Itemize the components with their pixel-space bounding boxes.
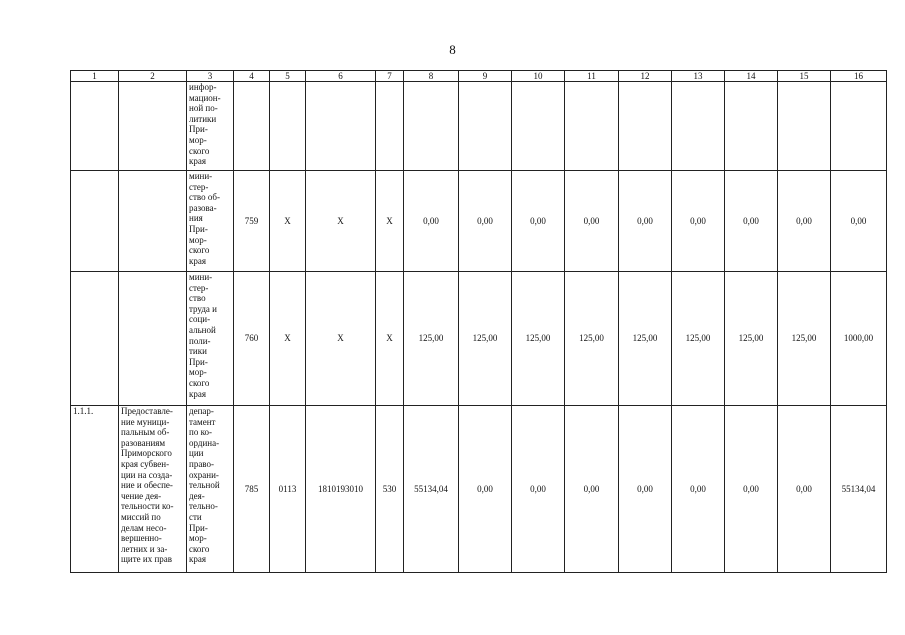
column-header: 4 bbox=[234, 71, 270, 82]
row-description bbox=[119, 82, 187, 171]
column-header: 12 bbox=[619, 71, 672, 82]
table-cell: 0,00 bbox=[404, 171, 459, 272]
row-executor: инфор- мацион- ной по- литики При- мор- ского края bbox=[187, 82, 234, 171]
table-cell: 0,00 bbox=[459, 406, 512, 573]
table-cell: 125,00 bbox=[459, 272, 512, 406]
table-cell: 125,00 bbox=[672, 272, 725, 406]
table-row bbox=[71, 272, 887, 406]
table-cell: 1000,00 bbox=[831, 272, 887, 406]
table-cell: 0,00 bbox=[672, 406, 725, 573]
table-cell bbox=[376, 82, 404, 171]
table-cell: 125,00 bbox=[725, 272, 778, 406]
table-row bbox=[71, 82, 887, 171]
table-cell bbox=[234, 82, 270, 171]
table-cell: 0,00 bbox=[459, 171, 512, 272]
table-cell bbox=[725, 82, 778, 171]
column-header: 10 bbox=[512, 71, 565, 82]
row-number: 1.1.1. bbox=[71, 406, 119, 573]
column-header: 15 bbox=[778, 71, 831, 82]
column-header: 14 bbox=[725, 71, 778, 82]
table-cell: 0,00 bbox=[512, 406, 565, 573]
table-cell bbox=[672, 82, 725, 171]
table-cell: 0,00 bbox=[778, 171, 831, 272]
table-cell: 1810193010 bbox=[306, 406, 376, 573]
row-executor: мини- стер- ство об- разова- ния При- мор- ского края bbox=[187, 171, 234, 272]
table-cell: 0,00 bbox=[831, 171, 887, 272]
table-cell: 125,00 bbox=[619, 272, 672, 406]
table-cell: Х bbox=[270, 171, 306, 272]
row-number bbox=[71, 171, 119, 272]
column-header: 5 bbox=[270, 71, 306, 82]
budget-table bbox=[70, 70, 887, 573]
row-executor: депар- тамент по ко- ордина- ции право- охрани- тельной дея- тельно- сти При- мор- ского края bbox=[187, 406, 234, 573]
table-cell: 125,00 bbox=[512, 272, 565, 406]
table-cell: 125,00 bbox=[404, 272, 459, 406]
table-cell bbox=[565, 82, 619, 171]
row-executor: мини- стер- ство труда и соци- альной поли- тики При- мор- ского края bbox=[187, 272, 234, 406]
table-cell: 0,00 bbox=[512, 171, 565, 272]
table-cell: 55134,04 bbox=[831, 406, 887, 573]
row-number bbox=[71, 82, 119, 171]
table-cell bbox=[404, 82, 459, 171]
table-cell: 0113 bbox=[270, 406, 306, 573]
column-header: 3 bbox=[187, 71, 234, 82]
page-number: 8 bbox=[449, 42, 456, 57]
table-cell: 785 bbox=[234, 406, 270, 573]
table-cell bbox=[778, 82, 831, 171]
table-cell: 125,00 bbox=[778, 272, 831, 406]
table-cell: 0,00 bbox=[725, 171, 778, 272]
column-header: 16 bbox=[831, 71, 887, 82]
row-description bbox=[119, 171, 187, 272]
column-header: 8 bbox=[404, 71, 459, 82]
column-header: 2 bbox=[119, 71, 187, 82]
row-description: Предоставле- ние муници- пальным об- разованиям Приморского края субвен- ции на созда- ние и обеспе- чение дея- тельности ко- миссий по делам несо- вершенно- летних и за- щите их прав bbox=[119, 406, 187, 573]
table-cell: 0,00 bbox=[565, 406, 619, 573]
row-description bbox=[119, 272, 187, 406]
header-row bbox=[71, 71, 887, 82]
table-cell: Х bbox=[306, 272, 376, 406]
column-header: 1 bbox=[71, 71, 119, 82]
table-cell: 0,00 bbox=[619, 171, 672, 272]
table-cell bbox=[512, 82, 565, 171]
table-row bbox=[71, 406, 887, 573]
table-cell: 760 bbox=[234, 272, 270, 406]
row-number bbox=[71, 272, 119, 406]
table-cell: Х bbox=[376, 171, 404, 272]
column-header: 13 bbox=[672, 71, 725, 82]
table-cell: 125,00 bbox=[565, 272, 619, 406]
table-cell bbox=[619, 82, 672, 171]
table-cell: 0,00 bbox=[725, 406, 778, 573]
table-cell: 0,00 bbox=[672, 171, 725, 272]
column-header: 9 bbox=[459, 71, 512, 82]
table-cell: 0,00 bbox=[778, 406, 831, 573]
table-cell: 0,00 bbox=[619, 406, 672, 573]
table-cell: 530 bbox=[376, 406, 404, 573]
table-cell: Х bbox=[270, 272, 306, 406]
table-cell: Х bbox=[306, 171, 376, 272]
table-cell bbox=[270, 82, 306, 171]
column-header: 11 bbox=[565, 71, 619, 82]
table-cell bbox=[831, 82, 887, 171]
table-cell bbox=[459, 82, 512, 171]
table-row bbox=[71, 171, 887, 272]
table-cell bbox=[306, 82, 376, 171]
column-header: 6 bbox=[306, 71, 376, 82]
table-cell: Х bbox=[376, 272, 404, 406]
table-cell: 55134,04 bbox=[404, 406, 459, 573]
table-cell: 759 bbox=[234, 171, 270, 272]
table-cell: 0,00 bbox=[565, 171, 619, 272]
column-header: 7 bbox=[376, 71, 404, 82]
